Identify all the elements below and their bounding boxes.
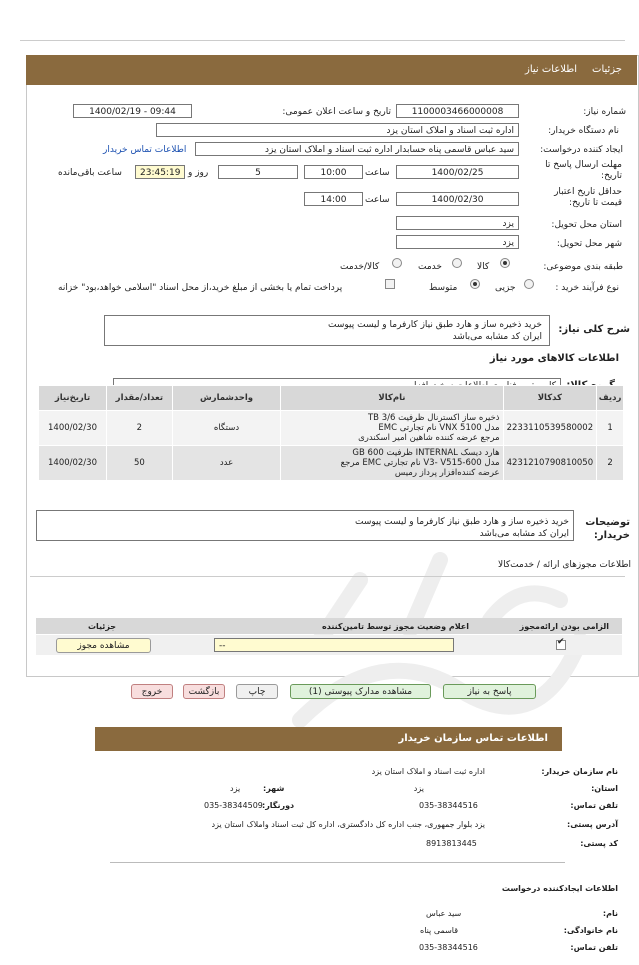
deadline-label-date: تاریخ: bbox=[601, 171, 622, 181]
buyer-notes-line2: ایران کد مشابه می‌باشد bbox=[479, 529, 569, 539]
buyer-org-label: نام دستگاه خریدار: bbox=[548, 126, 619, 136]
radio-goods-service[interactable] bbox=[392, 258, 402, 268]
checkmark-icon: ✔ bbox=[557, 637, 565, 647]
contact-org-label: نام سازمان خریدار: bbox=[541, 767, 618, 776]
permits-divider bbox=[30, 576, 625, 577]
cell-unit: دستگاه bbox=[172, 411, 281, 446]
radio-service-label: خدمت bbox=[418, 262, 442, 272]
col-index: ردیف bbox=[597, 386, 624, 411]
deadline-label: مهلت ارسال پاسخ تا bbox=[545, 160, 622, 170]
cell-name-line2: مدل V3- V515-600 نام تجارتی EMC مرجع bbox=[340, 458, 500, 468]
contact-city-label: شهر: bbox=[263, 784, 285, 793]
attachments-button[interactable]: مشاهده مدارک پیوستی (1) bbox=[290, 684, 431, 699]
col-code: کدکالا bbox=[503, 386, 597, 411]
contact-fax-label: دورنگار: bbox=[262, 801, 295, 810]
permit-col-required: الزامی بودن ارائه‌مجوز bbox=[519, 622, 609, 631]
radio-goods[interactable] bbox=[500, 258, 510, 268]
creator-last-label: نام خانوادگی: bbox=[563, 926, 618, 935]
creator-phone-label: تلفن تماس: bbox=[570, 943, 618, 952]
print-button[interactable]: چاپ bbox=[236, 684, 278, 699]
validity-hour-label: ساعت bbox=[365, 195, 390, 205]
general-desc-line1: خرید ذخیره ساز و هارد طبق نیاز کارفرما و لیست پیوست bbox=[328, 320, 542, 330]
contact-address: یزد بلوار جمهوری، جنب اداره کل دادگستری، اداره کل ثبت اسناد واملاک استان یزد bbox=[211, 820, 485, 829]
cell-unit: عدد bbox=[172, 446, 281, 481]
tab-details[interactable]: جزئیات bbox=[592, 64, 622, 75]
cell-name-line1: ذخیره ساز اکسترنال ظرفیت 3/6 TB bbox=[367, 413, 500, 423]
cell-name bbox=[281, 446, 503, 481]
creator-label: ایجاد کننده درخواست: bbox=[540, 145, 623, 155]
contact-phone-label: تلفن تماس: bbox=[570, 801, 618, 810]
contact-phone: 035-38344516 bbox=[419, 801, 478, 810]
permit-col-status: اعلام وضعیت مجوز توسط تامین‌کننده bbox=[322, 622, 469, 631]
creator-first: سید عباس bbox=[426, 909, 462, 918]
contact-fax: 035-38344509 bbox=[204, 801, 263, 810]
deadline-date-field: 1400/02/25 bbox=[396, 165, 519, 179]
validity-label-date: قیمت تا تاریخ: bbox=[569, 198, 622, 208]
cell-index: 1 bbox=[597, 411, 624, 446]
buyer-notes-label2: خریدار: bbox=[593, 530, 630, 541]
radio-goods-label: کالا bbox=[477, 262, 490, 272]
col-unit: واحدشمارش bbox=[172, 386, 281, 411]
cell-index: 2 bbox=[597, 446, 624, 481]
cell-name-line3: عرضه کننده‌افزار پرداز رمیس bbox=[394, 468, 500, 478]
buyer-notes-label: توضیحات bbox=[585, 517, 630, 528]
table-row[interactable] bbox=[39, 446, 624, 481]
permit-status-field[interactable]: -- bbox=[214, 638, 454, 652]
contact-city: یزد bbox=[230, 784, 241, 793]
countdown-field: 23:45:19 bbox=[135, 165, 185, 179]
contact-divider bbox=[110, 862, 565, 863]
view-permit-button[interactable]: مشاهده مجوز bbox=[56, 638, 151, 653]
exit-button[interactable]: خروج bbox=[131, 684, 173, 699]
cell-name-line1: هارد دیسک INTERNAL ظرفیت 600 GB bbox=[352, 448, 500, 458]
top-divider bbox=[20, 40, 625, 41]
contact-province: یزد bbox=[413, 784, 424, 793]
announce-label: تاریخ و ساعت اعلان عمومی: bbox=[282, 107, 391, 117]
permit-col-details: جزئیات bbox=[88, 622, 117, 631]
need-number-label: شماره نیاز: bbox=[583, 107, 626, 117]
cell-name bbox=[281, 411, 503, 446]
cell-code: 2233110539580002 bbox=[503, 411, 597, 446]
buyer-org-field: اداره ثبت اسناد و املاک استان یزد bbox=[156, 123, 519, 137]
radio-partial-label: جزیی bbox=[495, 283, 516, 293]
cell-date: 1400/02/30 bbox=[39, 446, 107, 481]
contact-title: اطلاعات تماس سازمان خریدار bbox=[398, 733, 548, 744]
reply-button[interactable]: پاسخ به نیاز bbox=[443, 684, 536, 699]
payment-checkbox[interactable] bbox=[385, 279, 395, 289]
creator-info-title: اطلاعات ایجادکننده درخواست bbox=[501, 884, 618, 893]
table-row[interactable] bbox=[39, 411, 624, 446]
items-table-header bbox=[39, 386, 624, 411]
buyer-contact-link[interactable]: اطلاعات تماس خریدار bbox=[103, 145, 187, 155]
province-field: یزد bbox=[396, 216, 519, 230]
cell-name-line2: مدل VNX 5100 نام تجارتی EMC bbox=[378, 423, 500, 433]
contact-postal-label: کد پستی: bbox=[580, 839, 618, 848]
cell-date: 1400/02/30 bbox=[39, 411, 107, 446]
general-desc-label: شرح کلی نیاز: bbox=[558, 324, 630, 335]
cell-qty: 50 bbox=[107, 446, 173, 481]
contact-province-label: استان: bbox=[591, 784, 618, 793]
back-button[interactable]: بازگشت bbox=[183, 684, 225, 699]
radio-goods-service-label: کالا/خدمت bbox=[340, 262, 380, 272]
cell-name-line3: مرجع عرضه کننده شاهین امیر اسکندری bbox=[358, 433, 500, 443]
cell-code: 4231210790810050 bbox=[503, 446, 597, 481]
province-label: استان محل تحویل: bbox=[551, 220, 622, 230]
city-label: شهر محل تحویل: bbox=[556, 239, 622, 249]
validity-label: حداقل تاریخ اعتبار bbox=[554, 187, 622, 197]
creator-last: قاسمی پناه bbox=[420, 926, 459, 935]
permits-title: اطلاعات مجوزهای ارائه / خدمت‌کالا bbox=[497, 560, 631, 570]
creator-first-label: نام: bbox=[602, 909, 618, 918]
announce-field: 1400/02/19 - 09:44 bbox=[73, 104, 192, 118]
tab-need-info[interactable]: اطلاعات نیاز bbox=[525, 64, 577, 75]
days-label: روز و bbox=[188, 168, 209, 178]
col-date: تاریخ‌نیاز bbox=[39, 386, 107, 411]
contact-postal: 8913813445 bbox=[426, 839, 477, 848]
radio-medium[interactable] bbox=[470, 279, 480, 289]
purchase-type-label: نوع فرآیند خرید : bbox=[555, 283, 619, 293]
city-field: یزد bbox=[396, 235, 519, 249]
deadline-time-field: 10:00 bbox=[304, 165, 363, 179]
creator-field: سید عباس قاسمی پناه حسابدار اداره ثبت اسناد و املاک استان یزد bbox=[195, 142, 519, 156]
radio-partial[interactable] bbox=[524, 279, 534, 289]
page-header bbox=[26, 55, 637, 85]
category-label: طبقه بندی موضوعی: bbox=[543, 262, 623, 272]
radio-medium-label: متوسط bbox=[429, 283, 458, 293]
validity-date-field: 1400/02/30 bbox=[396, 192, 519, 206]
validity-time-field: 14:00 bbox=[304, 192, 363, 206]
deadline-hour-label: ساعت bbox=[365, 168, 390, 178]
payment-note: پرداخت تمام یا بخشی از مبلغ خرید،از محل اسناد "اسلامی خواهد،بود" خزانه bbox=[58, 283, 343, 293]
radio-service[interactable] bbox=[452, 258, 462, 268]
contact-org: اداره ثبت اسناد و املاک استان یزد bbox=[371, 767, 485, 776]
general-desc-line2: ایران کد مشابه می‌باشد bbox=[452, 332, 542, 342]
col-qty: تعداد/مقدار bbox=[107, 386, 173, 411]
creator-phone: 035-38344516 bbox=[419, 943, 478, 952]
goods-info-title: اطلاعات کالاهای مورد نیاز bbox=[489, 353, 619, 364]
contact-address-label: آدرس پستی: bbox=[567, 820, 618, 829]
remaining-label: ساعت باقی‌مانده bbox=[58, 168, 122, 178]
col-name: نام‌کالا bbox=[281, 386, 503, 411]
need-number-field: 1100003466000008 bbox=[396, 104, 519, 118]
contact-header bbox=[95, 727, 562, 751]
days-field: 5 bbox=[218, 165, 298, 179]
cell-qty: 2 bbox=[107, 411, 173, 446]
buyer-notes-line1: خرید ذخیره ساز و هارد طبق نیاز کارفرما و لیست پیوست bbox=[355, 517, 569, 527]
items-table bbox=[38, 385, 624, 481]
